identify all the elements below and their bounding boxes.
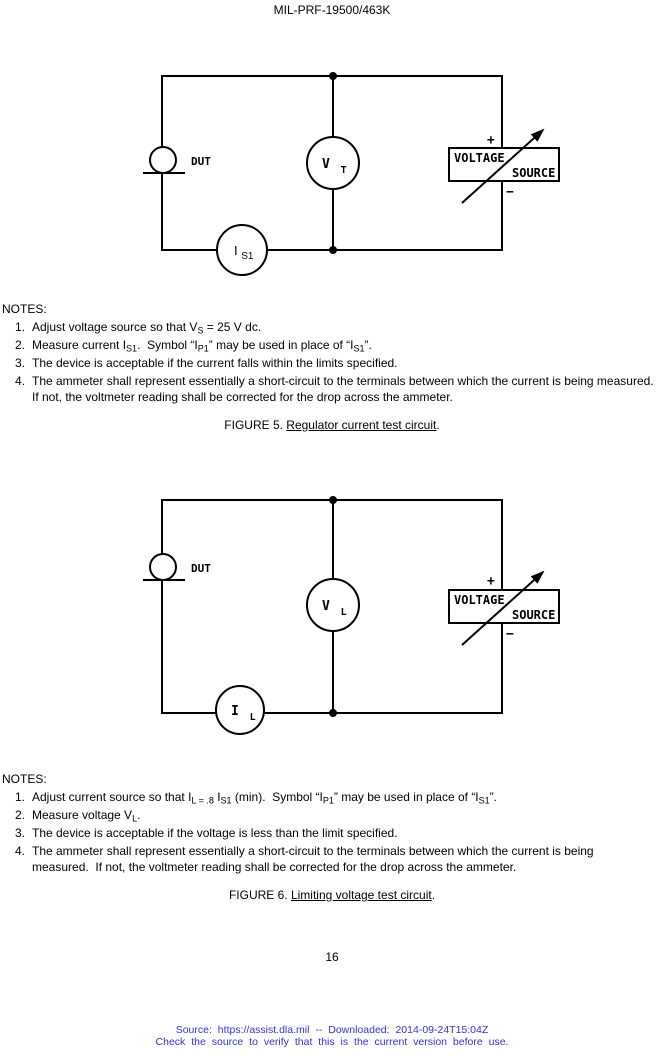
dut-label: DUT bbox=[191, 155, 211, 168]
plus-terminal-label: + bbox=[487, 133, 495, 148]
note-number: 3. bbox=[15, 826, 26, 840]
figure5-circuit-diagram bbox=[0, 60, 664, 295]
voltage-source-symbol bbox=[449, 572, 559, 645]
dut-label: DUT bbox=[191, 562, 211, 575]
note-item bbox=[2, 355, 662, 371]
note-number: 2. bbox=[15, 338, 26, 352]
ammeter-label: I bbox=[234, 243, 238, 258]
ammeter-label: I bbox=[231, 704, 239, 719]
note-text: The device is acceptable if the current falls within the limits specified. bbox=[32, 356, 398, 370]
note-text: Measure voltage $V_L$. bbox=[32, 808, 141, 824]
ammeter-symbol bbox=[217, 225, 267, 275]
minus-terminal-label: − bbox=[506, 627, 514, 642]
plus-terminal-label: + bbox=[487, 574, 495, 589]
note-item bbox=[2, 789, 630, 805]
voltage-source-label-bottom: SOURCE bbox=[512, 608, 556, 622]
junction-dot bbox=[329, 709, 337, 717]
voltmeter-label: V bbox=[322, 157, 330, 172]
note-text: The ammeter shall represent essentially a short-circuit to the terminals between which the current is being measured. If not, the voltmeter reading shall be corrected for the drop across the ammeter. bbox=[32, 374, 661, 404]
voltmeter-symbol bbox=[307, 579, 359, 631]
notes-heading: NOTES: bbox=[2, 772, 47, 786]
voltage-source-label-bottom: SOURCE bbox=[512, 166, 556, 180]
figure6-notes bbox=[2, 771, 630, 875]
notes-heading: NOTES: bbox=[2, 302, 47, 316]
source-line: Source: https://assist.dla.mil -- Downloaded: 2014-09-24T15:04Z bbox=[175, 1024, 489, 1036]
page-number: 16 bbox=[325, 950, 339, 964]
voltmeter-subscript: T bbox=[340, 165, 347, 176]
junction-dot bbox=[329, 496, 337, 504]
figure6-circuit-diagram bbox=[0, 485, 664, 765]
junction-dot bbox=[329, 72, 337, 80]
voltage-source-label-top: VOLTAGE bbox=[454, 593, 505, 607]
ammeter-subscript: S1 bbox=[241, 251, 254, 262]
note-text: Adjust current source so that $I_{L = .8}$ $I_{S1}$ (min). Symbol “$I_{P1}$” may be used in place of “$I_{S1}$”. bbox=[32, 790, 498, 806]
note-number: 2. bbox=[15, 808, 26, 822]
voltmeter-label: V bbox=[322, 599, 330, 614]
note-item bbox=[2, 843, 630, 875]
note-text: The ammeter shall represent essentially a short-circuit to the terminals between which the current is being measured. If not, the voltmeter reading shall be corrected for the drop across the ammeter. bbox=[32, 844, 597, 874]
note-number: 1. bbox=[15, 320, 26, 334]
voltmeter-symbol bbox=[307, 137, 359, 189]
note-item bbox=[2, 373, 662, 405]
figure5-notes bbox=[2, 301, 662, 405]
voltmeter-subscript: L bbox=[340, 607, 347, 618]
note-text: Measure current $I_{S1}$. Symbol “$I_{P1}$” may be used in place of “$I_{S1}$”. bbox=[32, 338, 372, 354]
ammeter-subscript: L bbox=[249, 712, 256, 723]
note-number: 4. bbox=[15, 374, 26, 388]
dut-symbol bbox=[143, 554, 211, 580]
note-number: 3. bbox=[15, 356, 26, 370]
voltage-source-symbol bbox=[449, 130, 559, 203]
dut-symbol bbox=[143, 147, 211, 173]
note-item bbox=[2, 319, 662, 335]
download-notice bbox=[0, 1024, 664, 1048]
note-number: 1. bbox=[15, 790, 26, 804]
note-item bbox=[2, 807, 630, 823]
figure6-caption: FIGURE 6. Limiting voltage test circuit. bbox=[228, 888, 436, 902]
minus-terminal-label: − bbox=[506, 185, 514, 200]
note-number: 4. bbox=[15, 844, 26, 858]
voltage-source-label-top: VOLTAGE bbox=[454, 151, 505, 165]
figure5-caption: FIGURE 5. Regulator current test circuit. bbox=[224, 418, 440, 432]
note-text: Adjust voltage source so that $V_S = 25$ V dc. bbox=[32, 320, 262, 336]
junction-dot bbox=[329, 246, 337, 254]
note-item bbox=[2, 337, 662, 353]
note-item bbox=[2, 825, 630, 841]
ammeter-symbol bbox=[216, 686, 264, 734]
note-text: The device is acceptable if the voltage is less than the limit specified. bbox=[32, 826, 398, 840]
doc-title: MIL-PRF-19500/463K bbox=[273, 3, 391, 17]
notice-line: Check the source to verify that this is the current version before use. bbox=[155, 1036, 509, 1048]
